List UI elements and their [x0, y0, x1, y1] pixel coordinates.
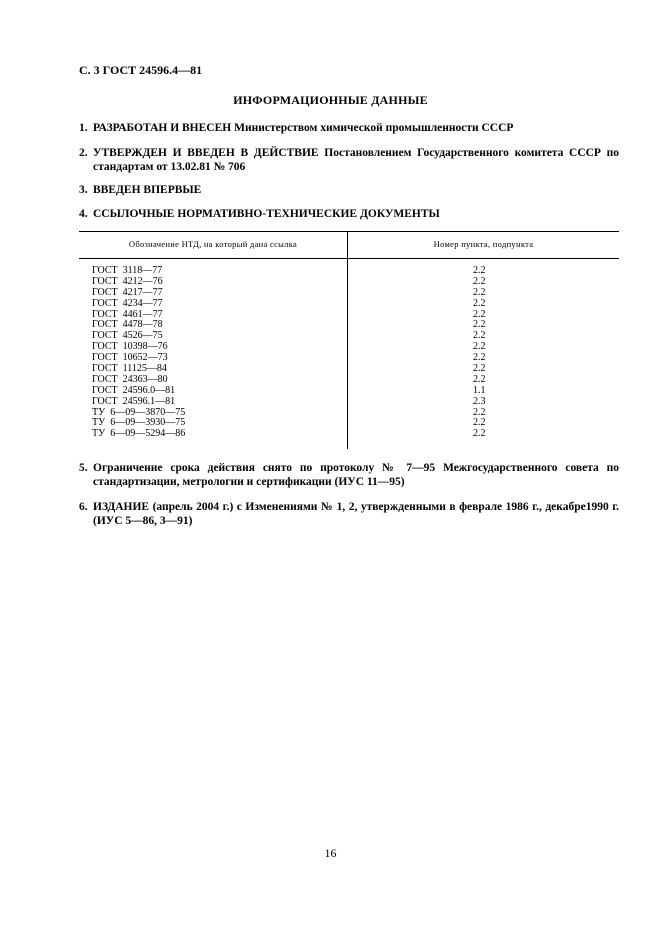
- document-designation: ТУ 6—09—5294—86: [92, 428, 186, 440]
- page-header: С. 3 ГОСТ 24596.4—81: [79, 63, 203, 77]
- page-number: 16: [324, 846, 337, 860]
- item-heading: УТВЕРЖДЕН И ВВЕДЕН В ДЕЙСТВИЕ: [93, 147, 319, 159]
- info-item-6: [79, 500, 619, 528]
- item-number: 1.: [79, 122, 88, 134]
- info-item-1: [79, 121, 619, 135]
- document-designation: ГОСТ 24596.1—81: [92, 395, 176, 407]
- table-row: [79, 429, 619, 440]
- info-item-3: [79, 183, 619, 197]
- document-designation: ГОСТ 3118—77: [92, 265, 163, 276]
- info-item-2: [79, 146, 619, 174]
- table-row: [79, 299, 619, 310]
- table-top-rule: [79, 231, 619, 232]
- clause-number: 2.2: [473, 319, 486, 331]
- document-designation: ГОСТ 24596.0—81: [92, 384, 176, 396]
- item-heading: ВВЕДЕН ВПЕРВЫЕ: [93, 184, 202, 196]
- item-body: Постановлением Государственного комитета СССР по стандартам от 13.02.81 № 706: [93, 147, 619, 173]
- item-number: 2.: [79, 147, 88, 159]
- clause-number: 2.2: [473, 428, 486, 440]
- section-title: ИНФОРМАЦИОННЫЕ ДАННЫЕ: [233, 93, 428, 107]
- reference-documents-table: [79, 231, 619, 449]
- info-item-5: [79, 461, 619, 489]
- clause-number: 2.2: [473, 308, 486, 320]
- clause-number: 2.2: [473, 417, 486, 429]
- item-number: 6.: [79, 501, 88, 513]
- clause-number: 1.1: [473, 384, 486, 396]
- document-designation: ГОСТ 4217—77: [92, 286, 163, 298]
- clause-number: 2.2: [473, 265, 486, 276]
- document-designation: ТУ 6—09—3870—75: [92, 406, 186, 418]
- item-heading: РАЗРАБОТАН И ВНЕСЕН: [93, 122, 232, 134]
- item-number: 4.: [79, 208, 88, 220]
- clause-number: 2.2: [473, 330, 486, 342]
- item-body: Ограничение срока действия снято по протоколу № 7—95 Межгосударственного совета по стандартизации, метрологии и сертификации (ИУС 11—95): [93, 462, 619, 488]
- item-body: Министерством химической промышленности СССР: [234, 122, 514, 134]
- item-heading: ССЫЛОЧНЫЕ НОРМАТИВНО-ТЕХНИЧЕСКИЕ ДОКУМЕНТЫ: [93, 208, 440, 220]
- item-number: 3.: [79, 184, 88, 196]
- document-designation: ГОСТ 4461—77: [92, 308, 163, 320]
- document-designation: ТУ 6—09—3930—75: [92, 417, 186, 429]
- clause-number: 2.3: [473, 395, 486, 407]
- document-designation: ГОСТ 10398—76: [92, 341, 168, 353]
- clause-number: 2.2: [473, 286, 486, 298]
- clause-number: 2.2: [473, 373, 486, 385]
- document-designation: ГОСТ 4478—78: [92, 319, 163, 331]
- item-body: ИЗДАНИЕ (апрель 2004 г.) с Изменениями № 1, 2, утвержденными в феврале 1986 г., декабре1990 г. (ИУС 5—86, 3—91): [93, 501, 619, 527]
- document-designation: ГОСТ 11125—84: [92, 363, 167, 375]
- table-header-rule: [79, 258, 619, 259]
- info-item-4: [79, 207, 619, 221]
- clause-number: 2.2: [473, 406, 486, 418]
- table-body: [79, 266, 619, 440]
- document-designation: ГОСТ 4212—76: [92, 275, 163, 287]
- document-designation: ГОСТ 24363—80: [92, 373, 168, 385]
- clause-number: 2.2: [473, 275, 486, 287]
- table-row: [79, 397, 619, 408]
- column-header-clause: Номер пункта, подпункта: [433, 239, 534, 249]
- document-designation: ГОСТ 4526—75: [92, 330, 163, 342]
- document-designation: ГОСТ 4234—77: [92, 297, 163, 309]
- document-designation: ГОСТ 10652—73: [92, 352, 168, 364]
- clause-number: 2.2: [473, 297, 486, 309]
- item-number: 5.: [79, 462, 88, 474]
- clause-number: 2.2: [473, 352, 486, 364]
- clause-number: 2.2: [473, 341, 486, 353]
- clause-number: 2.2: [473, 363, 486, 375]
- column-header-document: Обозначение НТД, на который дана ссылка: [128, 239, 298, 249]
